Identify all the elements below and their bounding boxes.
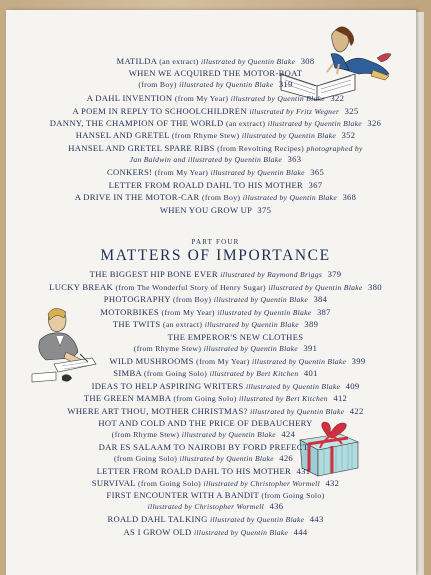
toc-entry-conkers: CONKERS! (from My Year) illustrated by Quentin Blake 365 [106,167,325,177]
toc-entry-simba: SIMBA (from Going Solo) illustrated by Bert Kitchen 401 [113,368,318,378]
toc-entry-bandit-detail: illustrated by Christopher Wormell 436 [147,501,284,511]
toc-entry-roald-dahl-talking: ROALD DAHL TALKING illustrated by Quentin Blake 443 [107,514,324,524]
toc-entry-hip-bone: THE BIGGEST HIP BONE EVER illustrated by Raymond Briggs 379 [89,269,342,279]
toc-entry-matilda: MATILDA (an extract) illustrated by Quentin Blake 308 [116,56,315,66]
toc-entry-green-mamba: THE GREEN MAMBA (from Going Solo) illustrated by Bert Kitchen 412 [83,393,348,403]
toc-entry-aspiring-writers: IDEAS TO HELP ASPIRING WRITERS illustrated by Quentin Blake 409 [91,381,360,391]
toc-entry-twits: THE TWITS (an extract) illustrated by Quentin Blake 389 [112,319,319,329]
toc-entry-emperor: THE EMPEROR'S NEW CLOTHES [167,332,304,342]
toc-entry-letter-1: LETTER FROM ROALD DAHL TO HIS MOTHER 367 [108,180,323,190]
toc-entry-letter-2: LETTER FROM ROALD DAHL TO HIS MOTHER 431 [96,466,311,476]
toc-entry-hot-and-cold: HOT AND COLD AND THE PRICE OF DEBAUCHERY [98,418,313,428]
toc-entry-emperor-detail: (from Rhyme Stew) illustrated by Quentin Blake 391 [133,343,318,353]
toc-entry-mother-christmas: WHERE ART THOU, MOTHER CHRISTMAS? illustrated by Quentin Blake 422 [67,406,364,416]
toc-entry-dahl-invention: A DAHL INVENTION (from My Year) illustrated by Quentin Blake 322 [86,93,345,103]
toc-entry-hansel-gretel: HANSEL AND GRETEL (from Rhyme Stew) illustrated by Quentin Blake 352 [75,130,356,140]
toc-entry-grow-up: WHEN YOU GROW UP 375 [159,205,272,215]
toc-entry-motorbikes: MOTORBIKES (from My Year) illustrated by Quentin Blake 387 [100,307,331,317]
part-title: MATTERS OF IMPORTANCE [100,247,331,264]
part-label: PART FOUR [191,238,240,246]
toc-entry-lucky-break: LUCKY BREAK (from The Wonderful Story of Henry Sugar) illustrated by Quentin Blake 380 [49,282,382,292]
toc-entry-hot-and-cold-detail: (from Rhyme Stew) illustrated by Quentin Blake 424 [111,429,296,439]
toc-entry-motor-boat: WHEN WE ACQUIRED THE MOTOR-BOAT [128,68,303,78]
toc-entry-dar-es-salaam: DAR ES SALAAM TO NAIROBI BY FORD PREFECT [98,442,309,452]
toc-entry-bandit: FIRST ENCOUNTER WITH A BANDIT (from Going Solo) [106,490,325,500]
toc-entry-dar-es-salaam-detail: (from Going Solo) illustrated by Quentin Blake 426 [113,453,294,463]
toc-entry-photography: PHOTOGRAPHY (from Boy) illustrated by Quentin Blake 384 [103,294,328,304]
toc-entry-spare-ribs-detail: Jan Baldwin and illustrated by Quentin Blake 363 [129,154,302,164]
toc-entry-grow-old: AS I GROW OLD illustrated by Quentin Blake 444 [123,527,308,537]
toc-entry-poem: A POEM IN REPLY TO SCHOOLCHILDREN illustrated by Fritz Wegner 325 [72,106,359,116]
toc-entry-mushrooms: WILD MUSHROOMS (from My Year) illustrated by Quentin Blake 399 [109,356,366,366]
toc-entry-danny: DANNY, THE CHAMPION OF THE WORLD (an extract) illustrated by Quentin Blake 326 [49,118,382,128]
toc-entry-survival: SURVIVAL (from Going Solo) illustrated by Christopher Wormell 432 [91,478,340,488]
toc-entry-spare-ribs: HANSEL AND GRETEL SPARE RIBS (from Revolting Recipes) photographed by [68,143,363,153]
toc-entry-motor-car: A DRIVE IN THE MOTOR-CAR (from Boy) illustrated by Quentin Blake 368 [74,192,357,202]
toc-entry-motor-boat-detail: (from Boy) illustrated by Quentin Blake 319 [138,79,293,89]
